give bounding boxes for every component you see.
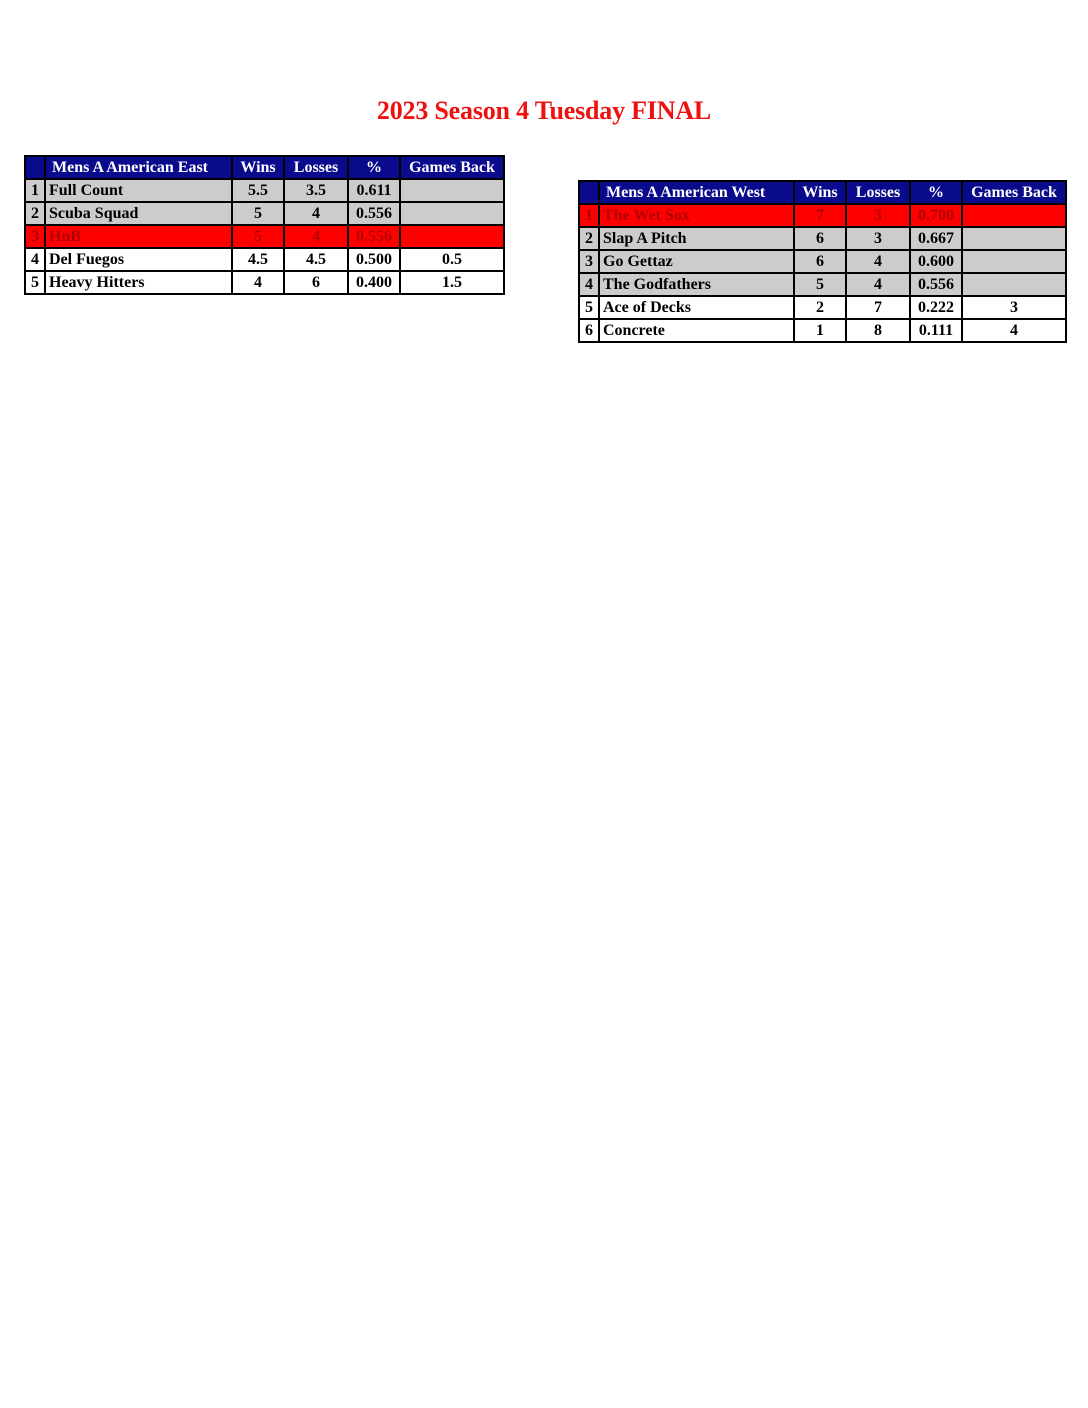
table-row bbox=[579, 204, 1066, 227]
losses-cell: 3 bbox=[846, 204, 910, 227]
rank-cell: 3 bbox=[25, 225, 45, 248]
table-row bbox=[25, 179, 504, 202]
header-row bbox=[25, 156, 504, 179]
wins-header: Wins bbox=[794, 181, 846, 204]
wins-cell: 5 bbox=[232, 202, 284, 225]
wins-cell: 4 bbox=[232, 271, 284, 294]
west-standings-table bbox=[578, 180, 1067, 343]
pct-cell: 0.111 bbox=[910, 319, 962, 342]
rank-header bbox=[579, 181, 599, 204]
losses-header: Losses bbox=[846, 181, 910, 204]
team-name-cell: Heavy Hitters bbox=[45, 271, 232, 294]
pct-cell: 0.556 bbox=[348, 225, 400, 248]
team-name-cell: Full Count bbox=[45, 179, 232, 202]
wins-header: Wins bbox=[232, 156, 284, 179]
team-name-cell: Ace of Decks bbox=[599, 296, 794, 319]
team-name-cell: Go Gettaz bbox=[599, 250, 794, 273]
east-table-body bbox=[25, 179, 504, 294]
games-back-cell bbox=[400, 202, 504, 225]
losses-cell: 3.5 bbox=[284, 179, 348, 202]
losses-cell: 4.5 bbox=[284, 248, 348, 271]
losses-cell: 3 bbox=[846, 227, 910, 250]
east-standings-table bbox=[24, 155, 505, 295]
rank-header bbox=[25, 156, 45, 179]
table-row bbox=[579, 319, 1066, 342]
games-back-cell bbox=[400, 225, 504, 248]
losses-cell: 4 bbox=[284, 202, 348, 225]
pct-cell: 0.222 bbox=[910, 296, 962, 319]
rank-cell: 5 bbox=[579, 296, 599, 319]
rank-cell: 1 bbox=[25, 179, 45, 202]
wins-cell: 2 bbox=[794, 296, 846, 319]
games-back-cell bbox=[962, 204, 1066, 227]
pct-cell: 0.667 bbox=[910, 227, 962, 250]
wins-cell: 4.5 bbox=[232, 248, 284, 271]
rank-cell: 4 bbox=[25, 248, 45, 271]
wins-cell: 7 bbox=[794, 204, 846, 227]
games-back-cell: 4 bbox=[962, 319, 1066, 342]
pct-cell: 0.600 bbox=[910, 250, 962, 273]
team-name-cell: The Wet Sox bbox=[599, 204, 794, 227]
table-row bbox=[25, 271, 504, 294]
wins-cell: 6 bbox=[794, 227, 846, 250]
losses-cell: 4 bbox=[284, 225, 348, 248]
team-name-cell: Del Fuegos bbox=[45, 248, 232, 271]
team-name-cell: The Godfathers bbox=[599, 273, 794, 296]
table-row bbox=[579, 227, 1066, 250]
pct-cell: 0.611 bbox=[348, 179, 400, 202]
losses-cell: 7 bbox=[846, 296, 910, 319]
games-back-cell bbox=[962, 273, 1066, 296]
pct-header: % bbox=[910, 181, 962, 204]
wins-cell: 5 bbox=[794, 273, 846, 296]
rank-cell: 1 bbox=[579, 204, 599, 227]
pct-cell: 0.556 bbox=[348, 202, 400, 225]
pct-cell: 0.700 bbox=[910, 204, 962, 227]
games-back-cell bbox=[962, 227, 1066, 250]
rank-cell: 4 bbox=[579, 273, 599, 296]
games-back-cell bbox=[400, 179, 504, 202]
table-row bbox=[579, 273, 1066, 296]
west-table-body bbox=[579, 204, 1066, 342]
pct-cell: 0.556 bbox=[910, 273, 962, 296]
losses-cell: 4 bbox=[846, 273, 910, 296]
pct-cell: 0.400 bbox=[348, 271, 400, 294]
division-header: Mens A American East bbox=[45, 156, 232, 179]
pct-header: % bbox=[348, 156, 400, 179]
rank-cell: 6 bbox=[579, 319, 599, 342]
table-row bbox=[25, 225, 504, 248]
division-header: Mens A American West bbox=[599, 181, 794, 204]
wins-cell: 5.5 bbox=[232, 179, 284, 202]
table-row bbox=[25, 202, 504, 225]
table-row bbox=[25, 248, 504, 271]
team-name-cell: HnB bbox=[45, 225, 232, 248]
games-back-cell: 1.5 bbox=[400, 271, 504, 294]
losses-header: Losses bbox=[284, 156, 348, 179]
header-row bbox=[579, 181, 1066, 204]
table-row bbox=[579, 296, 1066, 319]
rank-cell: 2 bbox=[25, 202, 45, 225]
games-back-cell bbox=[962, 250, 1066, 273]
games-back-header: Games Back bbox=[962, 181, 1066, 204]
table-row bbox=[579, 250, 1066, 273]
wins-cell: 6 bbox=[794, 250, 846, 273]
losses-cell: 8 bbox=[846, 319, 910, 342]
rank-cell: 2 bbox=[579, 227, 599, 250]
losses-cell: 6 bbox=[284, 271, 348, 294]
wins-cell: 1 bbox=[794, 319, 846, 342]
rank-cell: 5 bbox=[25, 271, 45, 294]
page-title: 2023 Season 4 Tuesday FINAL bbox=[376, 96, 712, 125]
team-name-cell: Scuba Squad bbox=[45, 202, 232, 225]
pct-cell: 0.500 bbox=[348, 248, 400, 271]
games-back-header: Games Back bbox=[400, 156, 504, 179]
games-back-cell: 3 bbox=[962, 296, 1066, 319]
team-name-cell: Slap A Pitch bbox=[599, 227, 794, 250]
wins-cell: 5 bbox=[232, 225, 284, 248]
games-back-cell: 0.5 bbox=[400, 248, 504, 271]
rank-cell: 3 bbox=[579, 250, 599, 273]
losses-cell: 4 bbox=[846, 250, 910, 273]
team-name-cell: Concrete bbox=[599, 319, 794, 342]
